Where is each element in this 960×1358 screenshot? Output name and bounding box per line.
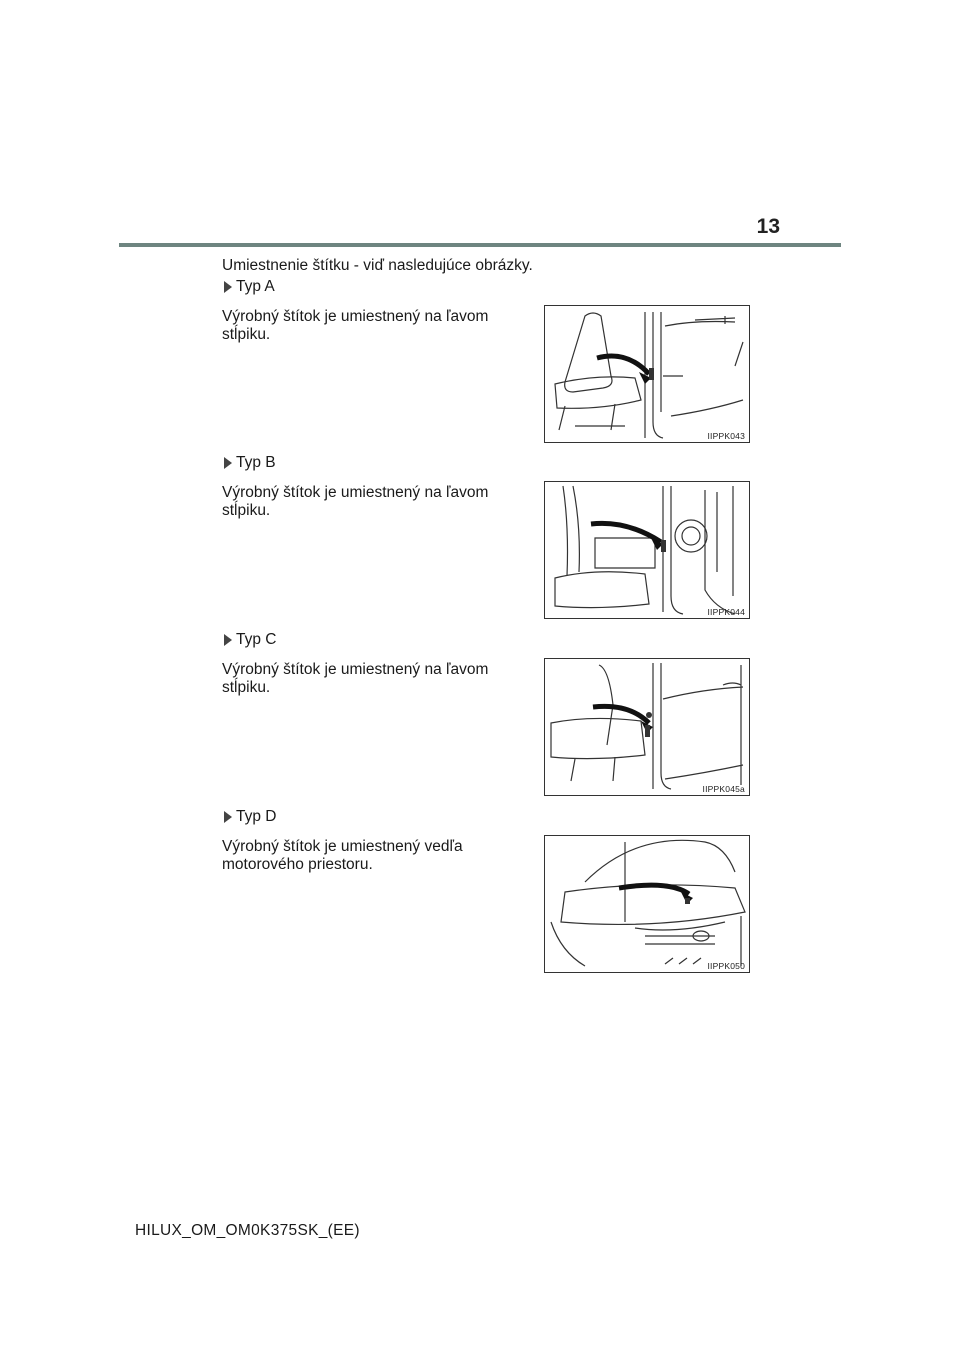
figure-seat-pillar-label (544, 305, 750, 443)
type-label: Typ D (236, 808, 277, 825)
section-type-c (222, 630, 762, 794)
section-description: Výrobný štítok je umiestnený na ľavom stĺpiku. (222, 484, 489, 519)
seat-pillar-illustration (545, 306, 749, 442)
type-label: Typ C (236, 631, 277, 648)
section-description: Výrobný štítok je umiestnený vedľa motorového priestoru. (222, 838, 463, 873)
figure-code: IIPPK050 (707, 961, 745, 971)
header-rule (119, 243, 841, 247)
triangle-bullet-icon (224, 457, 232, 469)
section-type-a (222, 277, 762, 441)
section-description: Výrobný štítok je umiestnený na ľavom stĺpiku. (222, 308, 489, 343)
section-description: Výrobný štítok je umiestnený na ľavom stĺpiku. (222, 661, 489, 696)
section-type-b (222, 453, 762, 617)
figure-code: IIPPK043 (707, 431, 745, 441)
triangle-bullet-icon (224, 634, 232, 646)
type-heading (222, 807, 762, 827)
type-label: Typ B (236, 454, 276, 471)
figure-seat-pillar-label (544, 481, 750, 619)
type-heading (222, 630, 762, 650)
type-label: Typ A (236, 278, 275, 295)
document-code-footer: HILUX_OM_OM0K375SK_(EE) (135, 1222, 360, 1239)
type-heading (222, 277, 762, 297)
triangle-bullet-icon (224, 281, 232, 293)
page-number: 13 (756, 215, 780, 238)
figure-engine-compartment-label (544, 835, 750, 973)
seat-pillar-illustration (545, 482, 749, 618)
figure-seat-pillar-label (544, 658, 750, 796)
type-heading (222, 453, 762, 473)
intro-text: Umiestnenie štítku - viď nasledujúce obrázky. (222, 257, 533, 274)
section-type-d (222, 807, 762, 971)
seat-pillar-illustration (545, 659, 749, 795)
engine-compartment-illustration (545, 836, 749, 972)
figure-code: IIPPK045a (702, 784, 745, 794)
triangle-bullet-icon (224, 811, 232, 823)
figure-code: IIPPK044 (707, 607, 745, 617)
